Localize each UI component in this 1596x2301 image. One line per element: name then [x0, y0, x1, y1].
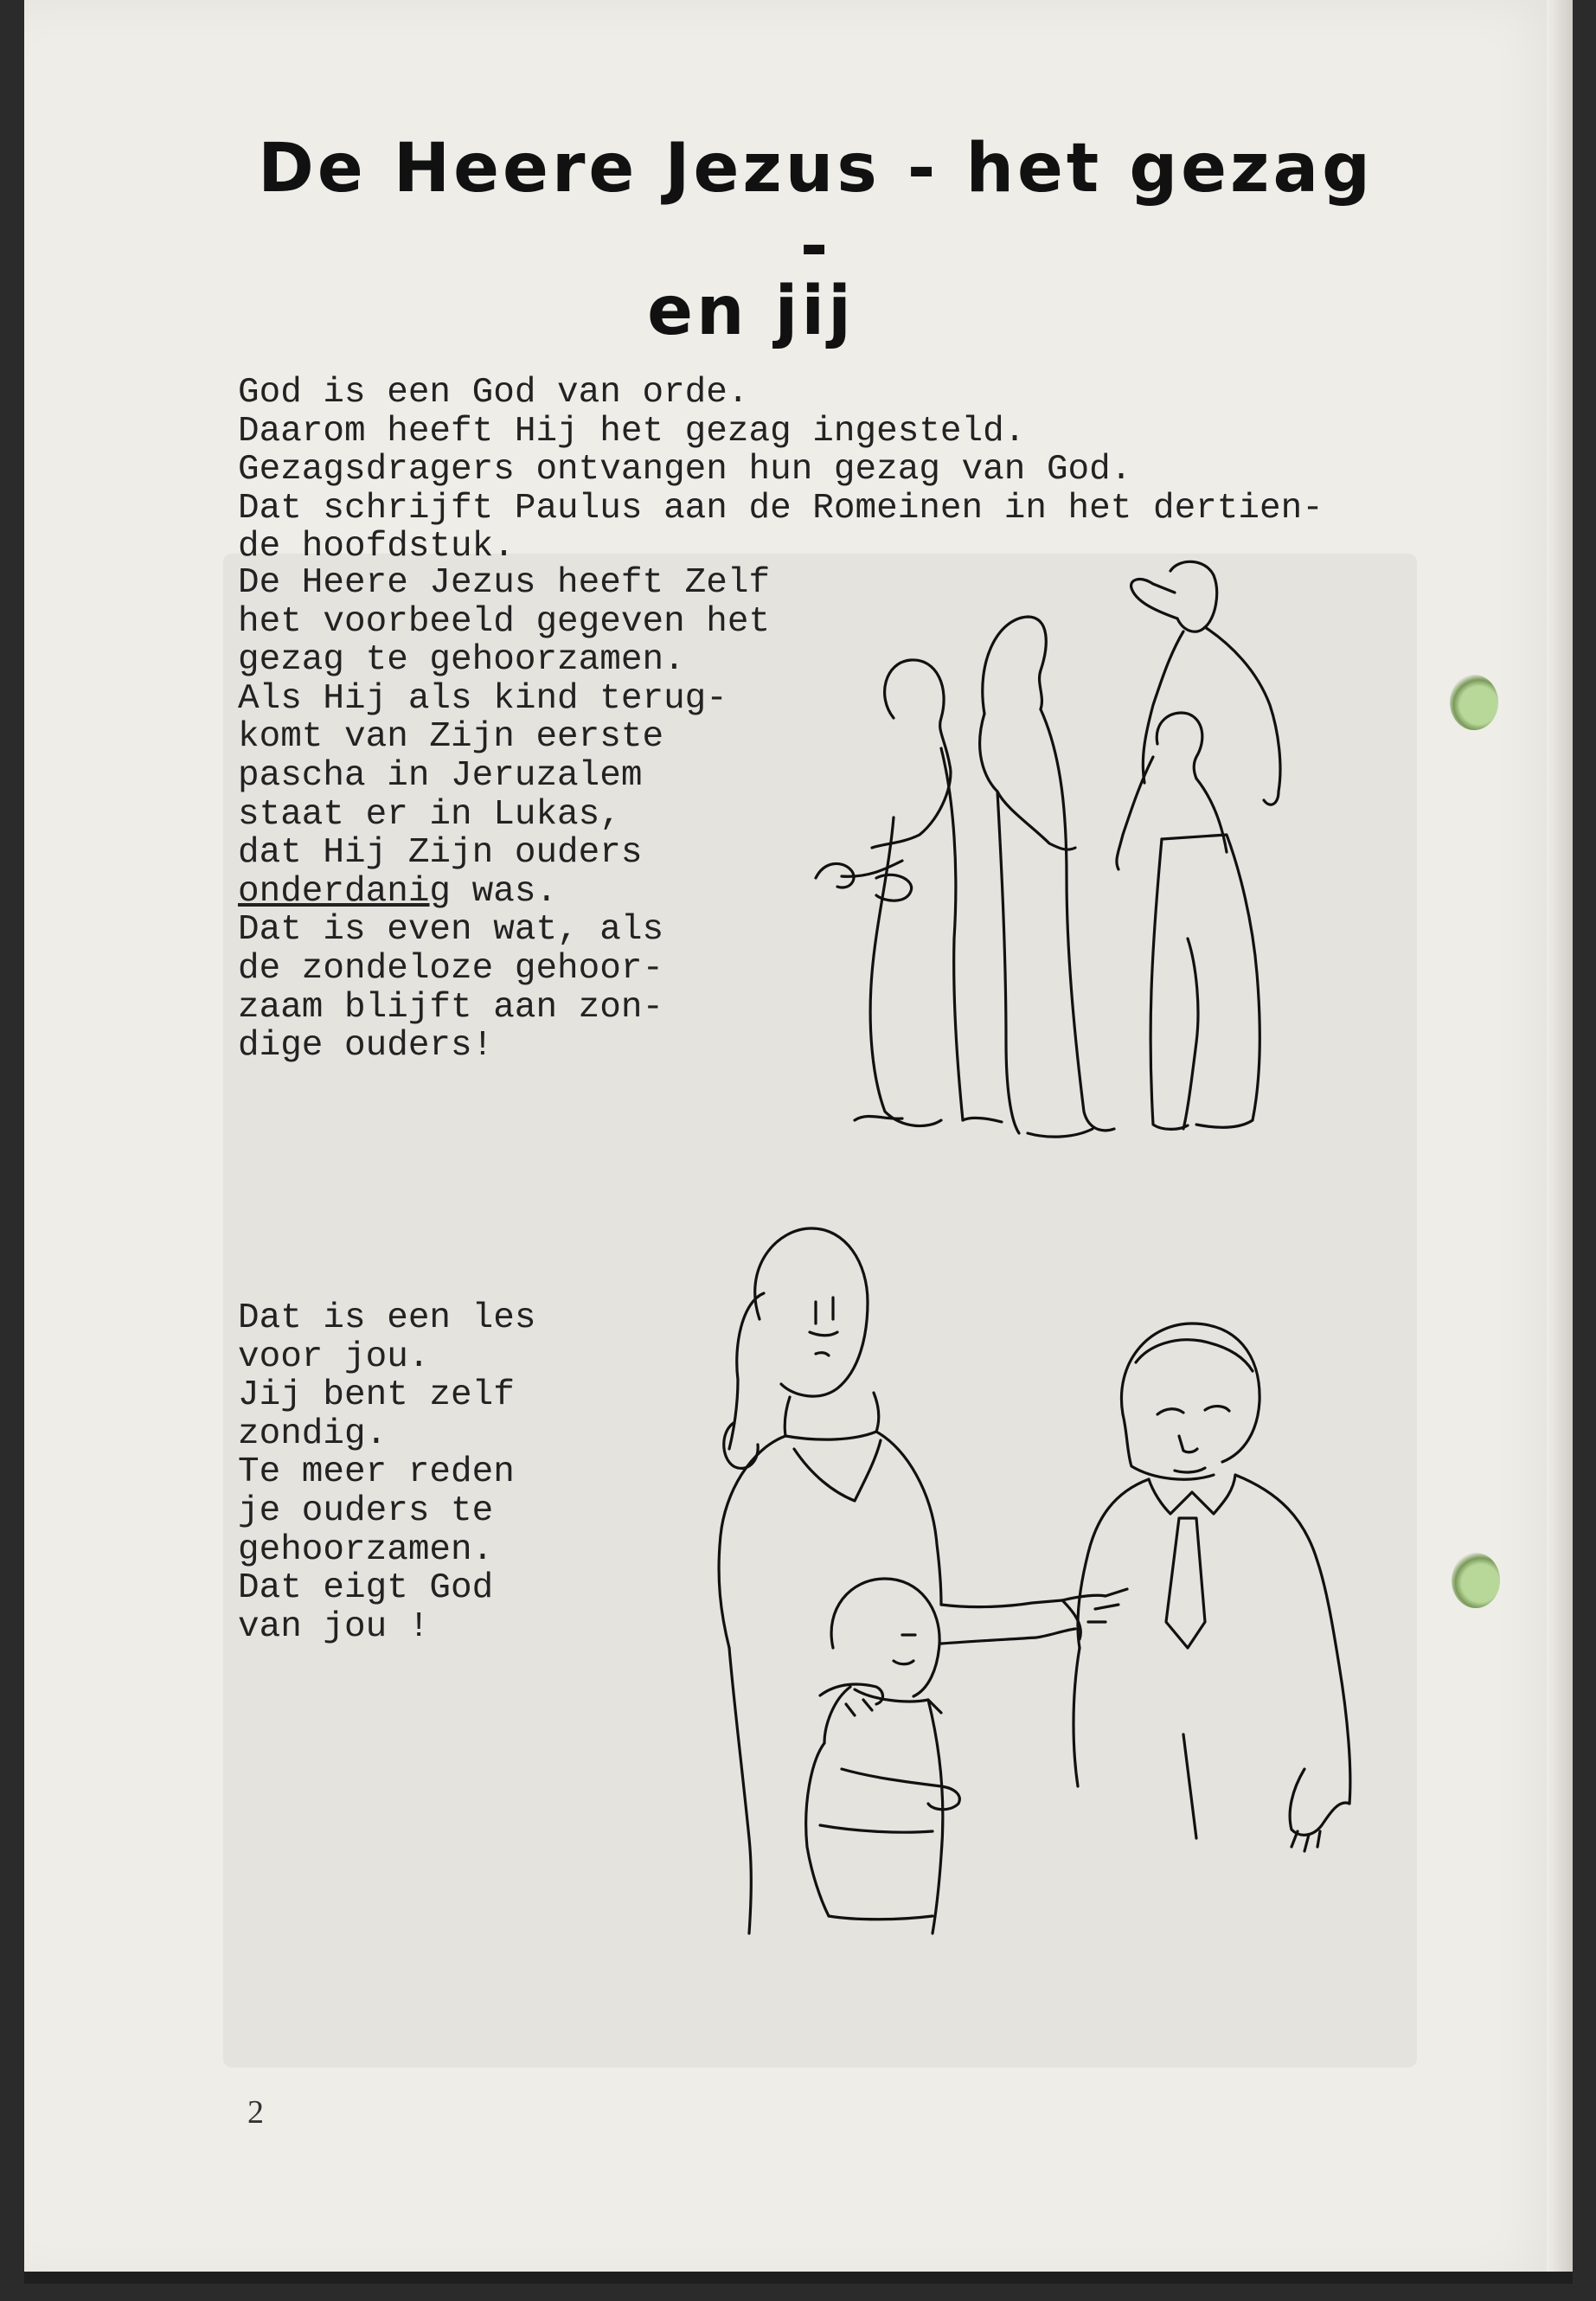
story-text-part2: was. Dat is even wat, als de zondeloze gehoor- zaam blijft aan zon- dige ouders! [238, 871, 664, 1067]
intro-paragraph: God is een God van orde. Daarom heeft Hij het gezag ingesteld. Gezagsdragers ontvangen hun gezag van God. Dat schrijft Paulus aan de Romeinen in het dertien- de hoofdstuk. [238, 373, 1324, 567]
document-page [24, 0, 1573, 2284]
punch-hole-bottom [1452, 1553, 1500, 1608]
lesson-paragraph: Dat is een les voor jou. Jij bent zelf zondig. Te meer reden je ouders te gehoorzamen. Dat eigt God van jou ! [238, 1298, 536, 1647]
illustration-family-scene [682, 1215, 1426, 1994]
illustration-holy-family [790, 558, 1309, 1163]
story-paragraph [238, 564, 770, 1066]
story-text-part1: De Heere Jezus heeft Zelf het voorbeeld gegeven het gezag te gehoorzamen. Als Hij als kind terug- komt van Zijn eerste pascha in Jeruzalem staat er in Lukas, dat Hij Zijn ouders [238, 563, 771, 874]
page-number: 2 [247, 2094, 264, 2131]
underlined-word: onderdanig [238, 871, 452, 912]
punch-hole-top [1450, 675, 1498, 730]
page-title-continued: en jij [647, 272, 855, 350]
page-title: De Heere Jezus - het gezag - [258, 130, 1374, 285]
